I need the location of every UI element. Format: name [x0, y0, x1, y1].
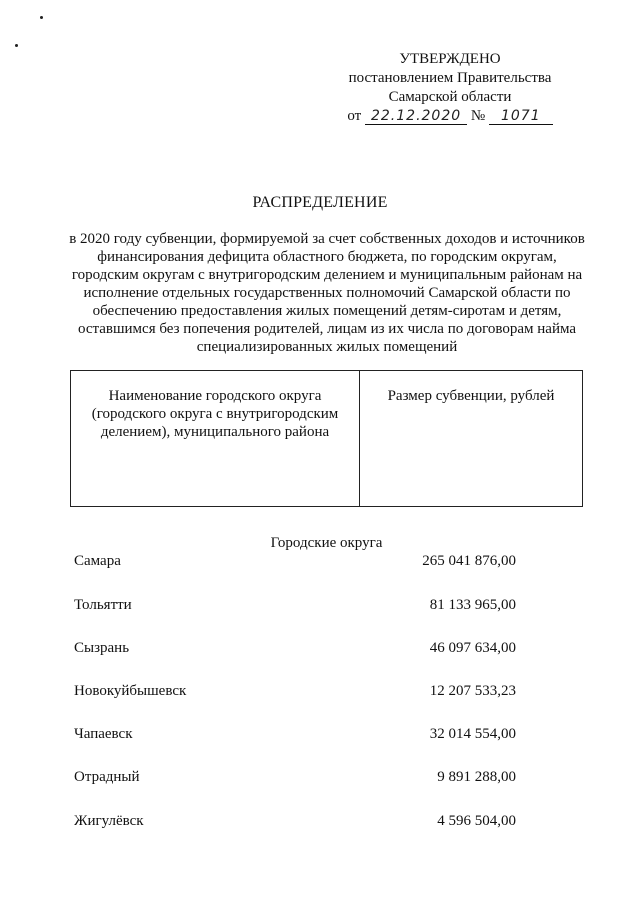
- row-amount: 81 133 965,00: [429, 597, 516, 613]
- scan-speck: [40, 16, 43, 19]
- from-label: от: [347, 108, 362, 124]
- row-amount: 46 097 634,00: [429, 640, 516, 656]
- approval-region: Самарской области: [388, 89, 512, 105]
- approval-heading: УТВЕРЖДЕНО: [399, 51, 501, 67]
- document-title: РАСПРЕДЕЛЕНИЕ: [252, 194, 388, 211]
- section-heading: Городские округа: [270, 535, 383, 551]
- row-name: Самара: [74, 553, 121, 569]
- row-amount: 9 891 288,00: [437, 769, 516, 785]
- handwritten-number: 1071: [489, 108, 553, 125]
- row-name: Отрадный: [74, 769, 140, 785]
- column-header-name: Наименование городского округа (городского округа с внутригородским делением), муниципального района: [71, 371, 360, 506]
- number-label: №: [470, 108, 486, 124]
- approval-date-row: [300, 107, 600, 126]
- row-name: Сызрань: [74, 640, 130, 656]
- row-name: Чапаевск: [74, 726, 133, 742]
- row-amount: 32 014 554,00: [429, 726, 516, 742]
- row-name: Новокуйбышевск: [74, 683, 187, 699]
- row-amount: 12 207 533,23: [429, 683, 516, 699]
- handwritten-date: 22.12.2020: [365, 108, 467, 125]
- document-subtitle: в 2020 году субвенции, формируемой за счет собственных доходов и источников финансирования дефицита областного бюджета, по городским округам, городским округам с внутригородским делением и муниципальным районам на исполнение отдельных государственных полномочий Самарской области по обеспечению предоставления жилых помещений детям-сиротам и детям, оставшимся без попечения родителей, лицам из их числа по договорам найма специализированных жилых помещений: [69, 231, 585, 355]
- approval-stamp: [300, 50, 600, 126]
- approval-decree: постановлением Правительства: [348, 70, 552, 86]
- table-header: [70, 370, 583, 507]
- row-amount: 265 041 876,00: [422, 553, 516, 569]
- scan-speck: [15, 44, 18, 47]
- row-name: Тольятти: [74, 597, 132, 613]
- column-header-amount: Размер субвенции, рублей: [387, 388, 555, 404]
- row-amount: 4 596 504,00: [437, 813, 516, 829]
- row-name: Жигулёвск: [74, 813, 144, 829]
